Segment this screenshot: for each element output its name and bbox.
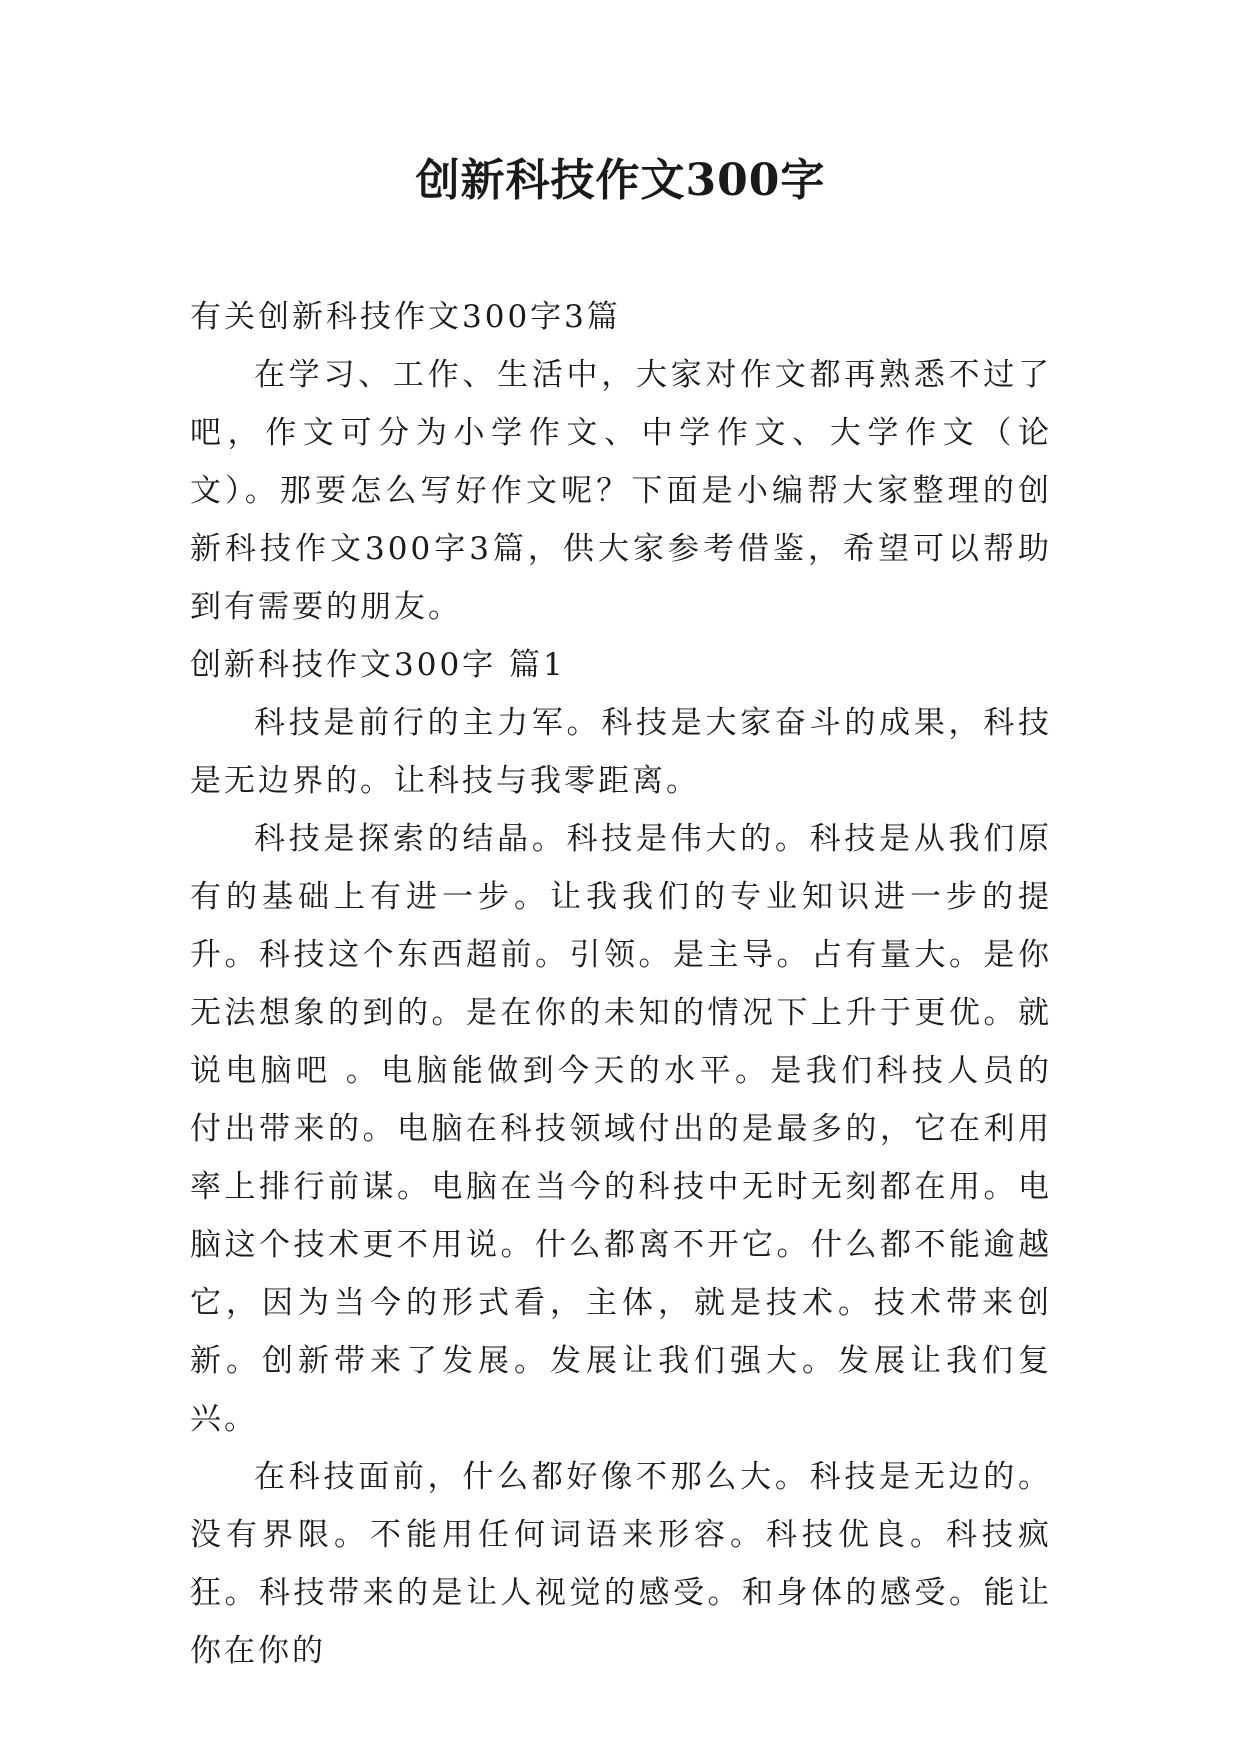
section-heading: 创新科技作文300字 篇1 <box>190 647 566 683</box>
body-paragraph: 在科技面前，什么都好像不那么大。科技是无边的。没有界限。不能用任何词语来形容。科技优良。科技疯狂。科技带来的是让人视觉的感受。和身体的感受。能让你在你的 <box>190 1459 1052 1669</box>
document-title: 创新科技作文300字 <box>415 155 826 206</box>
body-paragraph: 科技是前行的主力军。科技是大家奋斗的成果，科技是无边界的。让科技与我零距离。 <box>190 705 1052 799</box>
document-body <box>190 288 1052 1680</box>
body-paragraph: 科技是探索的结晶。科技是伟大的。科技是从我们原有的基础上有进一步。让我我们的专业知识进一步的提升。科技这个东西超前。引领。是主导。占有量大。是你无法想象的到的。是在你的未知的情况下上升于更优。就说电脑吧 。电脑能做到今天的水平。是我们科技人员的付出带来的。电脑在科技领域付出的是最多的，它在利用率上排行前谋。电脑在当今的科技中无时无刻都在用。电脑这个技术更不用说。什么都离不开它。什么都不能逾越它，因为当今的形式看，主体，就是技术。技术带来创新。创新带来了发展。发展让我们强大。发展让我们复兴。 <box>190 821 1052 1437</box>
intro-paragraph: 在学习、工作、生活中，大家对作文都再熟悉不过了吧，作文可分为小学作文、中学作文、大学作文（论文）。那要怎么写好作文呢？下面是小编帮大家整理的创新科技作文300字3篇，供大家参考借鉴，希望可以帮助到有需要的朋友。 <box>190 357 1052 625</box>
document-subtitle: 有关创新科技作文300字3篇 <box>190 299 621 335</box>
